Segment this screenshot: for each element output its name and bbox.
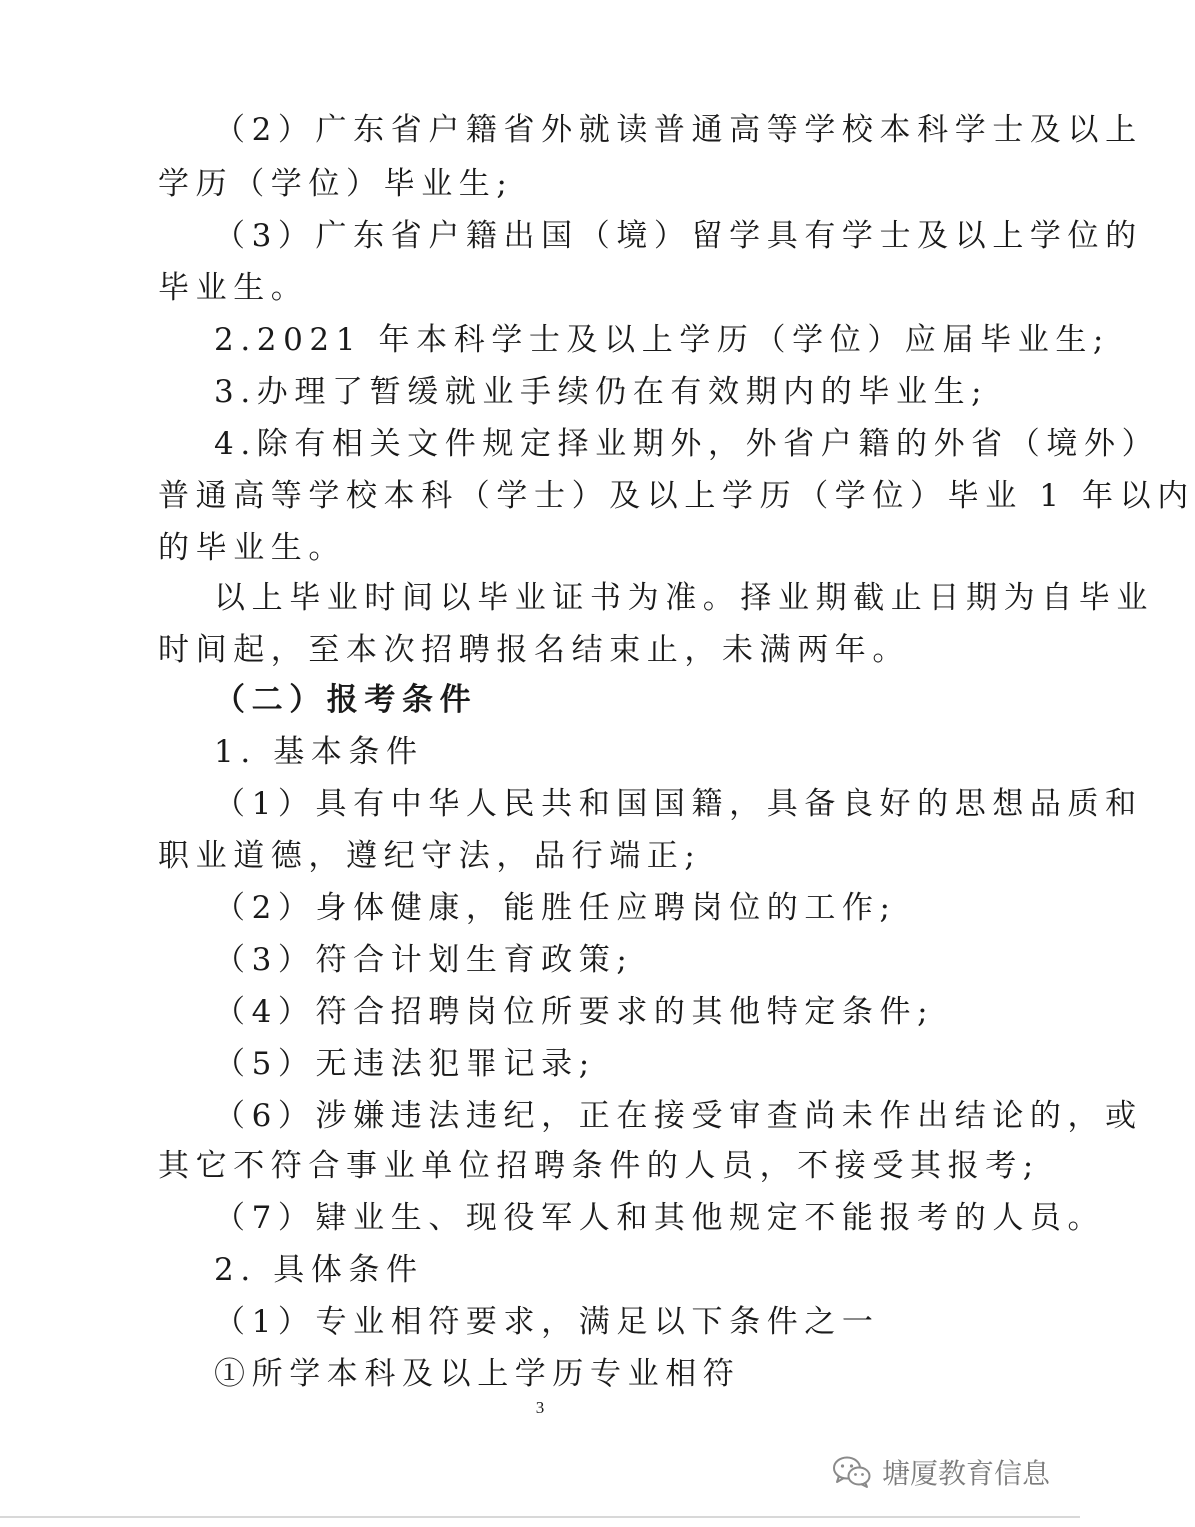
paragraph-line: 4.除有相关文件规定择业期外，外省户籍的外省（境外）	[214, 426, 1160, 462]
paragraph-line: 毕业生。	[158, 270, 309, 306]
paragraph-line: 普通高等学校本科（学士）及以上学历（学位）毕业 1 年以内	[158, 478, 1195, 514]
paragraph-line: （5）无违法犯罪记录;	[214, 1046, 596, 1082]
subsection-heading: 1. 基本条件	[214, 734, 424, 770]
paragraph-line: 2.2021 年本科学士及以上学历（学位）应届毕业生;	[214, 322, 1110, 358]
paragraph-line: 职业道德，遵纪守法，品行端正;	[158, 838, 702, 874]
wechat-icon	[832, 1455, 872, 1489]
paragraph-line: （3）符合计划生育政策;	[214, 942, 634, 978]
bottom-divider	[0, 1516, 1080, 1518]
paragraph-line: ①所学本科及以上学历专业相符	[214, 1356, 741, 1392]
paragraph-line: （1）具有中华人民共和国国籍，具备良好的思想品质和	[214, 786, 1143, 822]
subsection-heading: 2. 具体条件	[214, 1252, 424, 1288]
section-heading: （二）报考条件	[214, 682, 478, 718]
paragraph-line: 以上毕业时间以毕业证书为准。择业期截止日期为自毕业	[214, 580, 1154, 616]
paragraph-line: 的毕业生。	[158, 530, 346, 566]
paragraph-line: （3）广东省户籍出国（境）留学具有学士及以上学位的	[214, 218, 1143, 254]
paragraph-line: 3.办理了暂缓就业手续仍在有效期内的毕业生;	[214, 374, 989, 410]
paragraph-line: （1）专业相符要求，满足以下条件之一	[214, 1304, 880, 1340]
paragraph-line: （2）广东省户籍省外就读普通高等学校本科学士及以上	[214, 112, 1143, 148]
paragraph-line: （2）身体健康，能胜任应聘岗位的工作;	[214, 890, 897, 926]
page-number: 3	[535, 1398, 545, 1417]
paragraph-line: 学历（学位）毕业生;	[158, 166, 514, 202]
watermark-text: 塘厦教育信息	[881, 1457, 1050, 1490]
paragraph-line: （4）符合招聘岗位所要求的其他特定条件;	[214, 994, 935, 1030]
paragraph-line: 时间起，至本次招聘报名结束止，未满两年。	[158, 632, 910, 668]
paragraph-line: （7）肄业生、现役军人和其他规定不能报考的人员。	[214, 1200, 1106, 1236]
watermark	[832, 1452, 1050, 1492]
paragraph-line: （6）涉嫌违法违纪，正在接受审查尚未作出结论的，或	[214, 1098, 1143, 1134]
paragraph-line: 其它不符合事业单位招聘条件的人员，不接受其报考;	[158, 1148, 1040, 1184]
